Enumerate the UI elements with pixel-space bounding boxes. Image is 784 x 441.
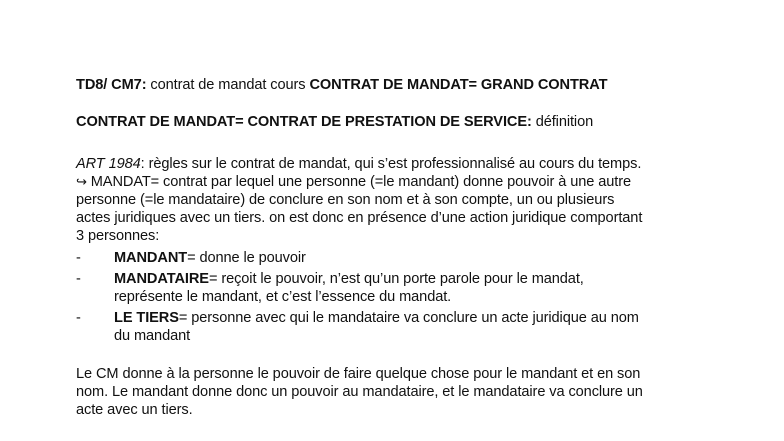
- bullet-term: MANDATAIRE: [114, 271, 209, 287]
- heading-course-title: [76, 76, 607, 94]
- bullet-term: LE TIERS: [114, 310, 179, 326]
- art-line-1-text: : règles sur le contrat de mandat, qui s’est professionnalisé au cours du temps.: [140, 156, 642, 172]
- paragraph-line-1: Le CM donne à la personne le pouvoir de faire quelque chose pour le mandant et en son: [76, 366, 641, 382]
- paragraph-line-3: acte avec un tiers.: [76, 402, 193, 418]
- bullet-tiers-continued: du mandant: [114, 328, 191, 344]
- heading-course-subtitle: contrat de mandat cours: [146, 77, 310, 93]
- bullet-marker: -: [76, 250, 81, 266]
- return-arrow-icon: ↪: [76, 175, 87, 190]
- heading-course-code: TD8/ CM7:: [76, 77, 147, 93]
- bullet-marker: -: [76, 310, 81, 326]
- heading-definition-label: définition: [531, 114, 594, 130]
- art-line-2: [76, 173, 631, 192]
- bullet-mandant: [114, 249, 306, 267]
- heading-definition-bold: CONTRAT DE MANDAT= CONTRAT DE PRESTATION DE SERVICE:: [76, 114, 532, 130]
- bullet-text: = donne le pouvoir: [187, 250, 306, 266]
- heading-definition: [76, 113, 593, 131]
- bullet-marker: -: [76, 271, 81, 287]
- heading-course-definition: CONTRAT DE MANDAT= GRAND CONTRAT: [309, 77, 608, 93]
- art-line-4: actes juridiques avec un tiers. on est donc en présence d’une action juridique comportant: [76, 210, 643, 226]
- bullet-text: = personne avec qui le mandataire va conclure un acte juridique au nom: [178, 310, 639, 326]
- paragraph-line-2: nom. Le mandant donne donc un pouvoir au mandataire, et le mandataire va conclure un: [76, 384, 643, 400]
- art-line-5: 3 personnes:: [76, 228, 160, 244]
- bullet-term: MANDANT: [114, 250, 188, 266]
- bullet-text: = reçoit le pouvoir, n’est qu’un porte parole pour le mandat,: [208, 271, 584, 287]
- art-line-2-text: MANDAT= contrat par lequel une personne (=le mandant) donne pouvoir à une autre: [86, 174, 631, 190]
- article-reference: ART 1984: [76, 156, 141, 172]
- bullet-mandataire-continued: représente le mandant, et c’est l’essence du mandat.: [114, 289, 452, 305]
- art-line-3: personne (=le mandataire) de conclure en son nom et à son compte, un ou plusieurs: [76, 192, 615, 208]
- bullet-tiers: [114, 309, 639, 327]
- art-line-1: [76, 155, 641, 173]
- bullet-mandataire: [114, 270, 584, 288]
